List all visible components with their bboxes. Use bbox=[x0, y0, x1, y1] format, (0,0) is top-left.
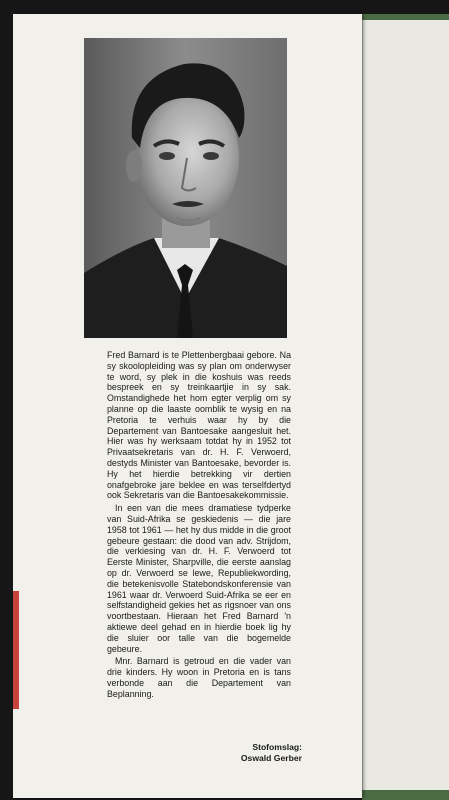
adjacent-page bbox=[362, 20, 449, 795]
author-biography bbox=[107, 350, 291, 702]
dust-jacket-flap bbox=[13, 14, 362, 798]
bio-paragraph: Mnr. Barnard is getroud en die vader van drie kinders. Hy woon in Pretoria en is tans verbonde aan die Departement van Beplanning. bbox=[107, 656, 291, 699]
author-portrait-image bbox=[84, 38, 287, 338]
cover-edge-bottom bbox=[362, 790, 449, 800]
author-portrait bbox=[84, 38, 287, 338]
bio-paragraph: Fred Barnard is te Plettenbergbaai gebore. Na sy skoolopleiding was sy plan om onderwyser te word, sy plek in die koshuis was reeds bespreek en sy treinkaartjie in sy sak. Omstandighede het hom egter verplig om sy planne op die laaste oomblik te wysig en na Pretoria te verhuis waar hy by die Departement van Bantoesake aangesluit het. Hier was hy werksaam totdat hy in 1952 tot Privaatsekretaris van dr. H. F. Verwoerd, destyds Minister van Bantoesake, bevorder is. Hy het hierdie betrekking vir dertien onafgebroke jare beklee en was terselfdertyd ook Sekretaris van die Bantoesakekommissie. bbox=[107, 350, 291, 501]
credit-label: Stofomslag: bbox=[252, 742, 302, 752]
red-cover-strip bbox=[13, 591, 19, 709]
cover-design-credit bbox=[241, 742, 302, 764]
credit-name: Oswald Gerber bbox=[240, 753, 302, 763]
bio-paragraph: In een van die mees dramatiese tydperke van Suid-Afrika se geskiedenis — die jare 1958 tot 1961 — het hy dus midde in die groot gebeure gestaan: die dood van adv. Strijdom, die verkiesing van dr. H. F. Verwoerd tot Eerste Minister, Sharpville, die eerste aanslag op dr. Verwoerd se lewe, Republiekwording, die betekenisvolle Statebondskonferensie van 1961 waar dr. Verwoerd Suid-Afrika se eer en selfstandigheid gekies het as rigsnoer van ons voortbestaan. Hieraan het Fred Barnard 'n aktiewe deel gehad en in hierdie boek lig hy die sluier oor talle van die bogemelde gebeure. bbox=[107, 503, 291, 654]
